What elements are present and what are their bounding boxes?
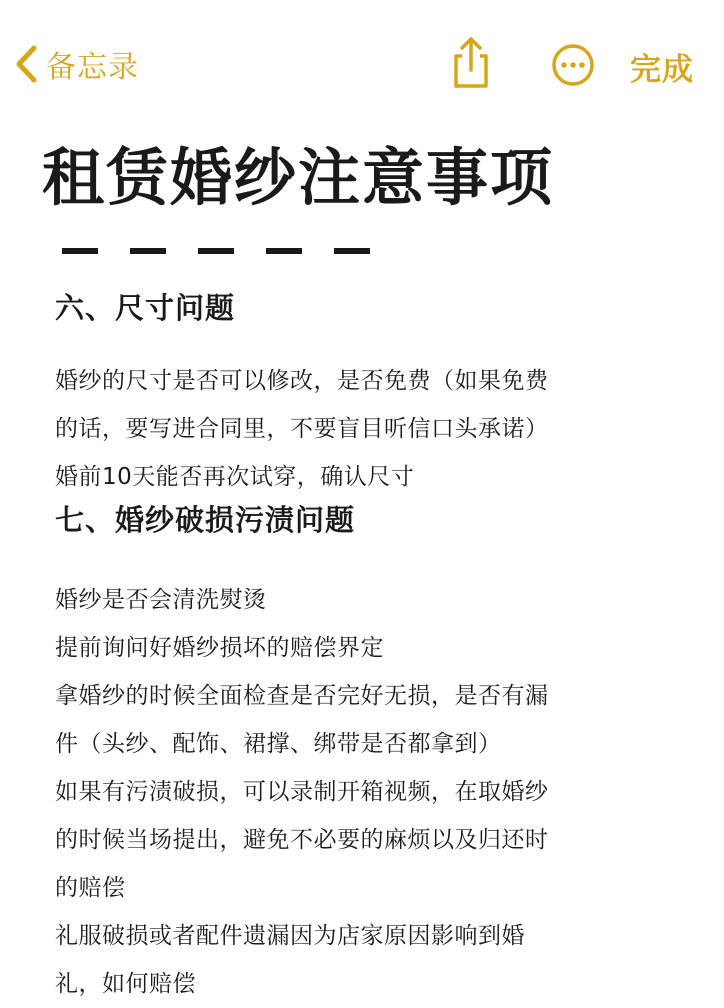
dash [198,248,234,254]
body-line: 婚纱的尺寸是否可以修改，是否免费（如果免费 [55,368,549,394]
ellipsis-circle-icon [551,72,595,91]
body-line: 件（头纱、配饰、裙撑、绑带是否都拿到） [55,731,502,757]
section-body [55,357,695,501]
section-heading: 六、尺寸问题 [55,291,236,325]
dash [62,248,98,254]
divider-dashes [62,248,370,254]
note-title: 租赁婚纱注意事项 [42,141,555,214]
body-line: 如果有污渍破损，可以录制开箱视频，在取婚纱 [55,779,549,805]
share-button[interactable] [448,36,494,90]
body-line: 提前询问好婚纱损坏的赔偿界定 [55,635,384,661]
body-line: 的话，要写进合同里，不要盲目听信口头承诺） [55,416,549,442]
back-button[interactable] [14,40,139,88]
body-line: 的时候当场提出，避免不必要的麻烦以及归还时 [55,827,549,853]
section-size [55,286,695,501]
dash [266,248,302,254]
body-line: 的赔偿 [55,875,126,901]
body-line: 礼，如何赔偿 [55,971,196,997]
done-button[interactable]: 完成 [630,52,694,88]
dash [334,248,370,254]
section-body [55,576,695,1008]
body-line: 拿婚纱的时候全面检查是否完好无损，是否有漏 [55,683,549,709]
navigation-bar [0,0,724,120]
more-options-button[interactable] [551,43,595,87]
dash [130,248,166,254]
body-line: 婚纱是否会清洗熨烫 [55,587,267,613]
back-label: 备忘录 [46,50,139,85]
section-damage [55,498,695,1008]
chevron-left-icon [14,44,38,84]
body-line: 礼服破损或者配件遗漏因为店家原因影响到婚 [55,923,525,949]
share-icon [448,75,494,94]
body-line: 婚前10天能否再次试穿，确认尺寸 [55,464,415,490]
section-heading: 七、婚纱破损污渍问题 [55,503,356,537]
